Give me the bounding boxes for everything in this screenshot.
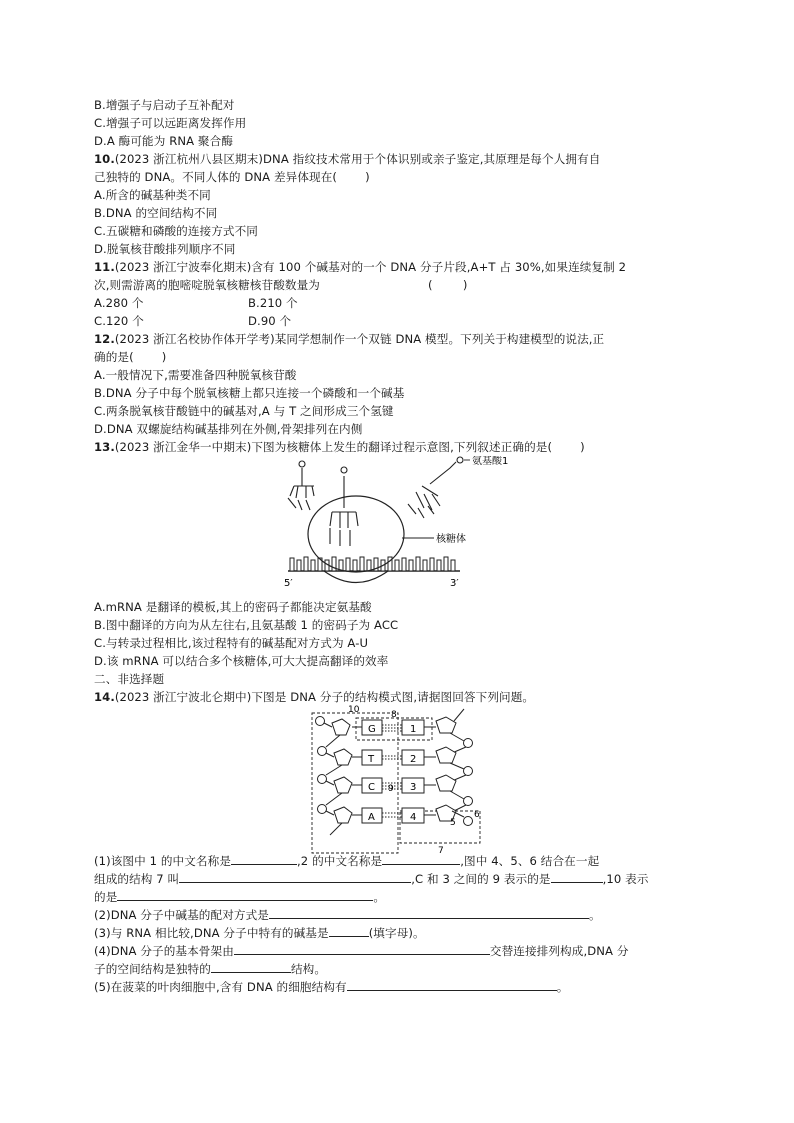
q14-number: 14. — [94, 690, 115, 704]
q14-stem1: (2023 浙江宁波北仑期中)下图是 DNA 分子的结构模式图,请据图回答下列问题。 — [114, 690, 535, 704]
label-ribosome: 核糖体 — [436, 534, 466, 545]
q10-option-d: D.脱氧核苷酸排列顺序不同 — [94, 242, 236, 256]
ribosome-small-subunit — [324, 571, 388, 583]
q10-option-c: C.五碳糖和磷酸的连接方式不同 — [94, 224, 259, 238]
label-5: 5 — [450, 818, 456, 828]
q11-option-c: C.120 个 — [94, 314, 144, 328]
dna-structure-figure — [304, 705, 504, 857]
q12-option-d: D.DNA 双螺旋结构碱基排列在外侧,骨架排列在内侧 — [94, 422, 363, 436]
q13-stem-line1 — [94, 439, 585, 455]
q14-blank-4[interactable] — [551, 870, 603, 883]
q12-option-b: B.DNA 分子中每个脱氧核糖上都只连接一个磷酸和一个碱基 — [94, 386, 405, 400]
q14-blank-8[interactable] — [234, 942, 490, 955]
q12-stem-line2 — [94, 349, 166, 365]
q12-number: 12. — [94, 332, 115, 346]
q14-part5 — [94, 978, 568, 995]
q12-stem-line1 — [94, 331, 604, 347]
q14-blank-1[interactable] — [231, 852, 297, 865]
q12-stem2: 确的是( — [94, 350, 134, 364]
q12-option-c: C.两条脱氧核苷酸链中的碱基对,A 与 T 之间形成三个氢键 — [94, 404, 394, 418]
q10-option-b: B.DNA 的空间结构不同 — [94, 206, 218, 220]
q13-option-a: A.mRNA 是翻译的模板,其上的密码子都能决定氨基酸 — [94, 600, 372, 614]
label-9: 9 — [388, 784, 394, 794]
q14-p1b: ,2 的中文名称是 — [297, 854, 383, 868]
q11-stem2: 次,则需游离的胞嘧啶脱氧核糖核苷酸数量为 — [94, 278, 320, 292]
label-10: 10 — [348, 705, 360, 715]
left-bases — [352, 720, 382, 823]
q11-bracket[interactable]: ( ) — [428, 278, 468, 292]
q14-blank-10[interactable] — [347, 978, 557, 991]
q13-stem1: (2023 浙江金华一中期末)下图为核糖体上发生的翻译过程示意图,下列叙述正确的是( — [114, 440, 553, 454]
q13-close: ) — [580, 440, 585, 454]
label-5prime: 5′ — [284, 578, 293, 589]
label-7: 7 — [438, 846, 444, 856]
trna-left — [288, 461, 314, 510]
mrna-bases — [290, 557, 455, 571]
q14-p3a: (3)与 RNA 相比较,DNA 分子中特有的碱基是 — [94, 926, 329, 940]
q14-p1g: 的是 — [94, 890, 118, 904]
q14-p4b: 交替连接排列构成,DNA 分 — [489, 944, 629, 958]
q14-p5b: 。 — [556, 980, 569, 994]
q14-blank-5[interactable] — [117, 888, 373, 901]
q12-option-a: A.一般情况下,需要准备四种脱氧核苷酸 — [94, 368, 297, 382]
q14-p1e: ,C 和 3 之间的 9 表示的是 — [411, 872, 551, 886]
q14-p2b: 。 — [588, 908, 601, 922]
base-right-2: 2 — [410, 754, 417, 765]
q14-part4-line1 — [94, 942, 629, 959]
q13-option-b: B.图中翻译的方向为从左往右,且氨基酸 1 的密码子为 ACC — [94, 618, 399, 632]
q11-stem-line2 — [94, 277, 320, 293]
q14-p1h: 。 — [373, 890, 386, 904]
label-amino-acid-1: 氨基酸1 — [472, 456, 509, 467]
q11-option-a: A.280 个 — [94, 296, 144, 310]
q14-part4-line2 — [94, 960, 326, 977]
label-3prime: 3′ — [450, 578, 459, 589]
q12-stem1: (2023 浙江名校协作体开学考)某同学想制作一个双链 DNA 模型。下列关于构建模型的说法,正 — [114, 332, 605, 346]
base-left-g: G — [368, 724, 376, 735]
q10-stem-line1 — [94, 151, 600, 167]
q14-p1c: ,图中 4、5、6 结合在一起 — [460, 854, 600, 868]
left-backbone — [316, 717, 353, 836]
q14-p5a: (5)在菠菜的叶肉细胞中,含有 DNA 的细胞结构有 — [94, 980, 347, 994]
base-left-c: C — [368, 782, 375, 793]
q10-close: ) — [365, 170, 370, 184]
section-2-heading: 二、非选择题 — [94, 672, 165, 686]
q10-number: 10. — [94, 152, 115, 166]
q10-stem-line2 — [94, 169, 370, 185]
q14-blank-6[interactable] — [269, 906, 589, 919]
q14-p4a: (4)DNA 分子的基本骨架由 — [94, 944, 234, 958]
q13-option-c: C.与转录过程相比,该过程特有的碱基配对方式为 A-U — [94, 636, 369, 650]
base-left-t: T — [368, 754, 375, 765]
q14-part3 — [94, 924, 425, 941]
q14-part2 — [94, 906, 601, 923]
q12-close: ) — [161, 350, 167, 364]
q14-p2a: (2)DNA 分子中碱基的配对方式是 — [94, 908, 269, 922]
q13-option-d: D.该 mRNA 可以结合多个核糖体,可大大提高翻译的效率 — [94, 654, 389, 668]
hydrogen-bonds — [382, 725, 402, 817]
right-bases — [402, 720, 436, 823]
q14-part1-line2 — [94, 870, 649, 887]
q11-stem-line1 — [94, 259, 626, 275]
q14-blank-9[interactable] — [211, 960, 291, 973]
q11-option-b: B.210 个 — [248, 296, 298, 310]
q14-p4d: 结构。 — [290, 962, 327, 976]
q13-number: 13. — [94, 440, 115, 454]
right-backbone — [436, 709, 473, 826]
q14-blank-3[interactable] — [179, 870, 411, 883]
trna-middle — [330, 467, 358, 546]
base-right-4: 4 — [410, 812, 417, 823]
q14-p4c: 子的空间结构是独特的 — [94, 962, 211, 976]
q10-stem1: (2023 浙江杭州八县区期末)DNA 指纹技术常用于个体识别或亲子鉴定,其原理是每个人拥有自 — [114, 152, 601, 166]
label-8: 8 — [391, 710, 397, 720]
base-right-1: 1 — [410, 724, 417, 735]
q10-option-a: A.所含的碱基种类不同 — [94, 188, 211, 202]
q10-stem2: 己独特的 DNA。不同人体的 DNA 差异体现在( — [94, 170, 338, 184]
q14-p1a: (1)该图中 1 的中文名称是 — [94, 854, 232, 868]
q9-option-c: C.增强子可以远距离发挥作用 — [94, 116, 247, 130]
q14-blank-7[interactable] — [329, 924, 369, 937]
trna-right — [408, 457, 463, 518]
q14-p3b: (填字母)。 — [368, 926, 425, 940]
base-right-3: 3 — [410, 782, 417, 793]
q11-option-d: D.90 个 — [248, 314, 292, 328]
q14-stem-line1 — [94, 689, 534, 705]
base-left-a: A — [368, 812, 375, 823]
q11-stem1: (2023 浙江宁波奉化期末)含有 100 个碱基对的一个 DNA 分子片段,A+T 占 30%,如果连续复制 2 — [114, 260, 627, 274]
q14-part1-line1 — [94, 852, 599, 869]
q9-option-b: B.增强子与启动子互补配对 — [94, 98, 235, 112]
q11-number: 11. — [94, 260, 115, 274]
q9-option-d: D.A 酶可能为 RNA 聚合酶 — [94, 134, 234, 148]
q14-part1-line3 — [94, 888, 385, 905]
label-6: 6 — [474, 810, 480, 820]
translation-figure — [284, 456, 524, 596]
q14-blank-2[interactable] — [382, 852, 460, 865]
q14-p1d: 组成的结构 7 叫 — [94, 872, 180, 886]
q14-p1f: ,10 表示 — [602, 872, 649, 886]
